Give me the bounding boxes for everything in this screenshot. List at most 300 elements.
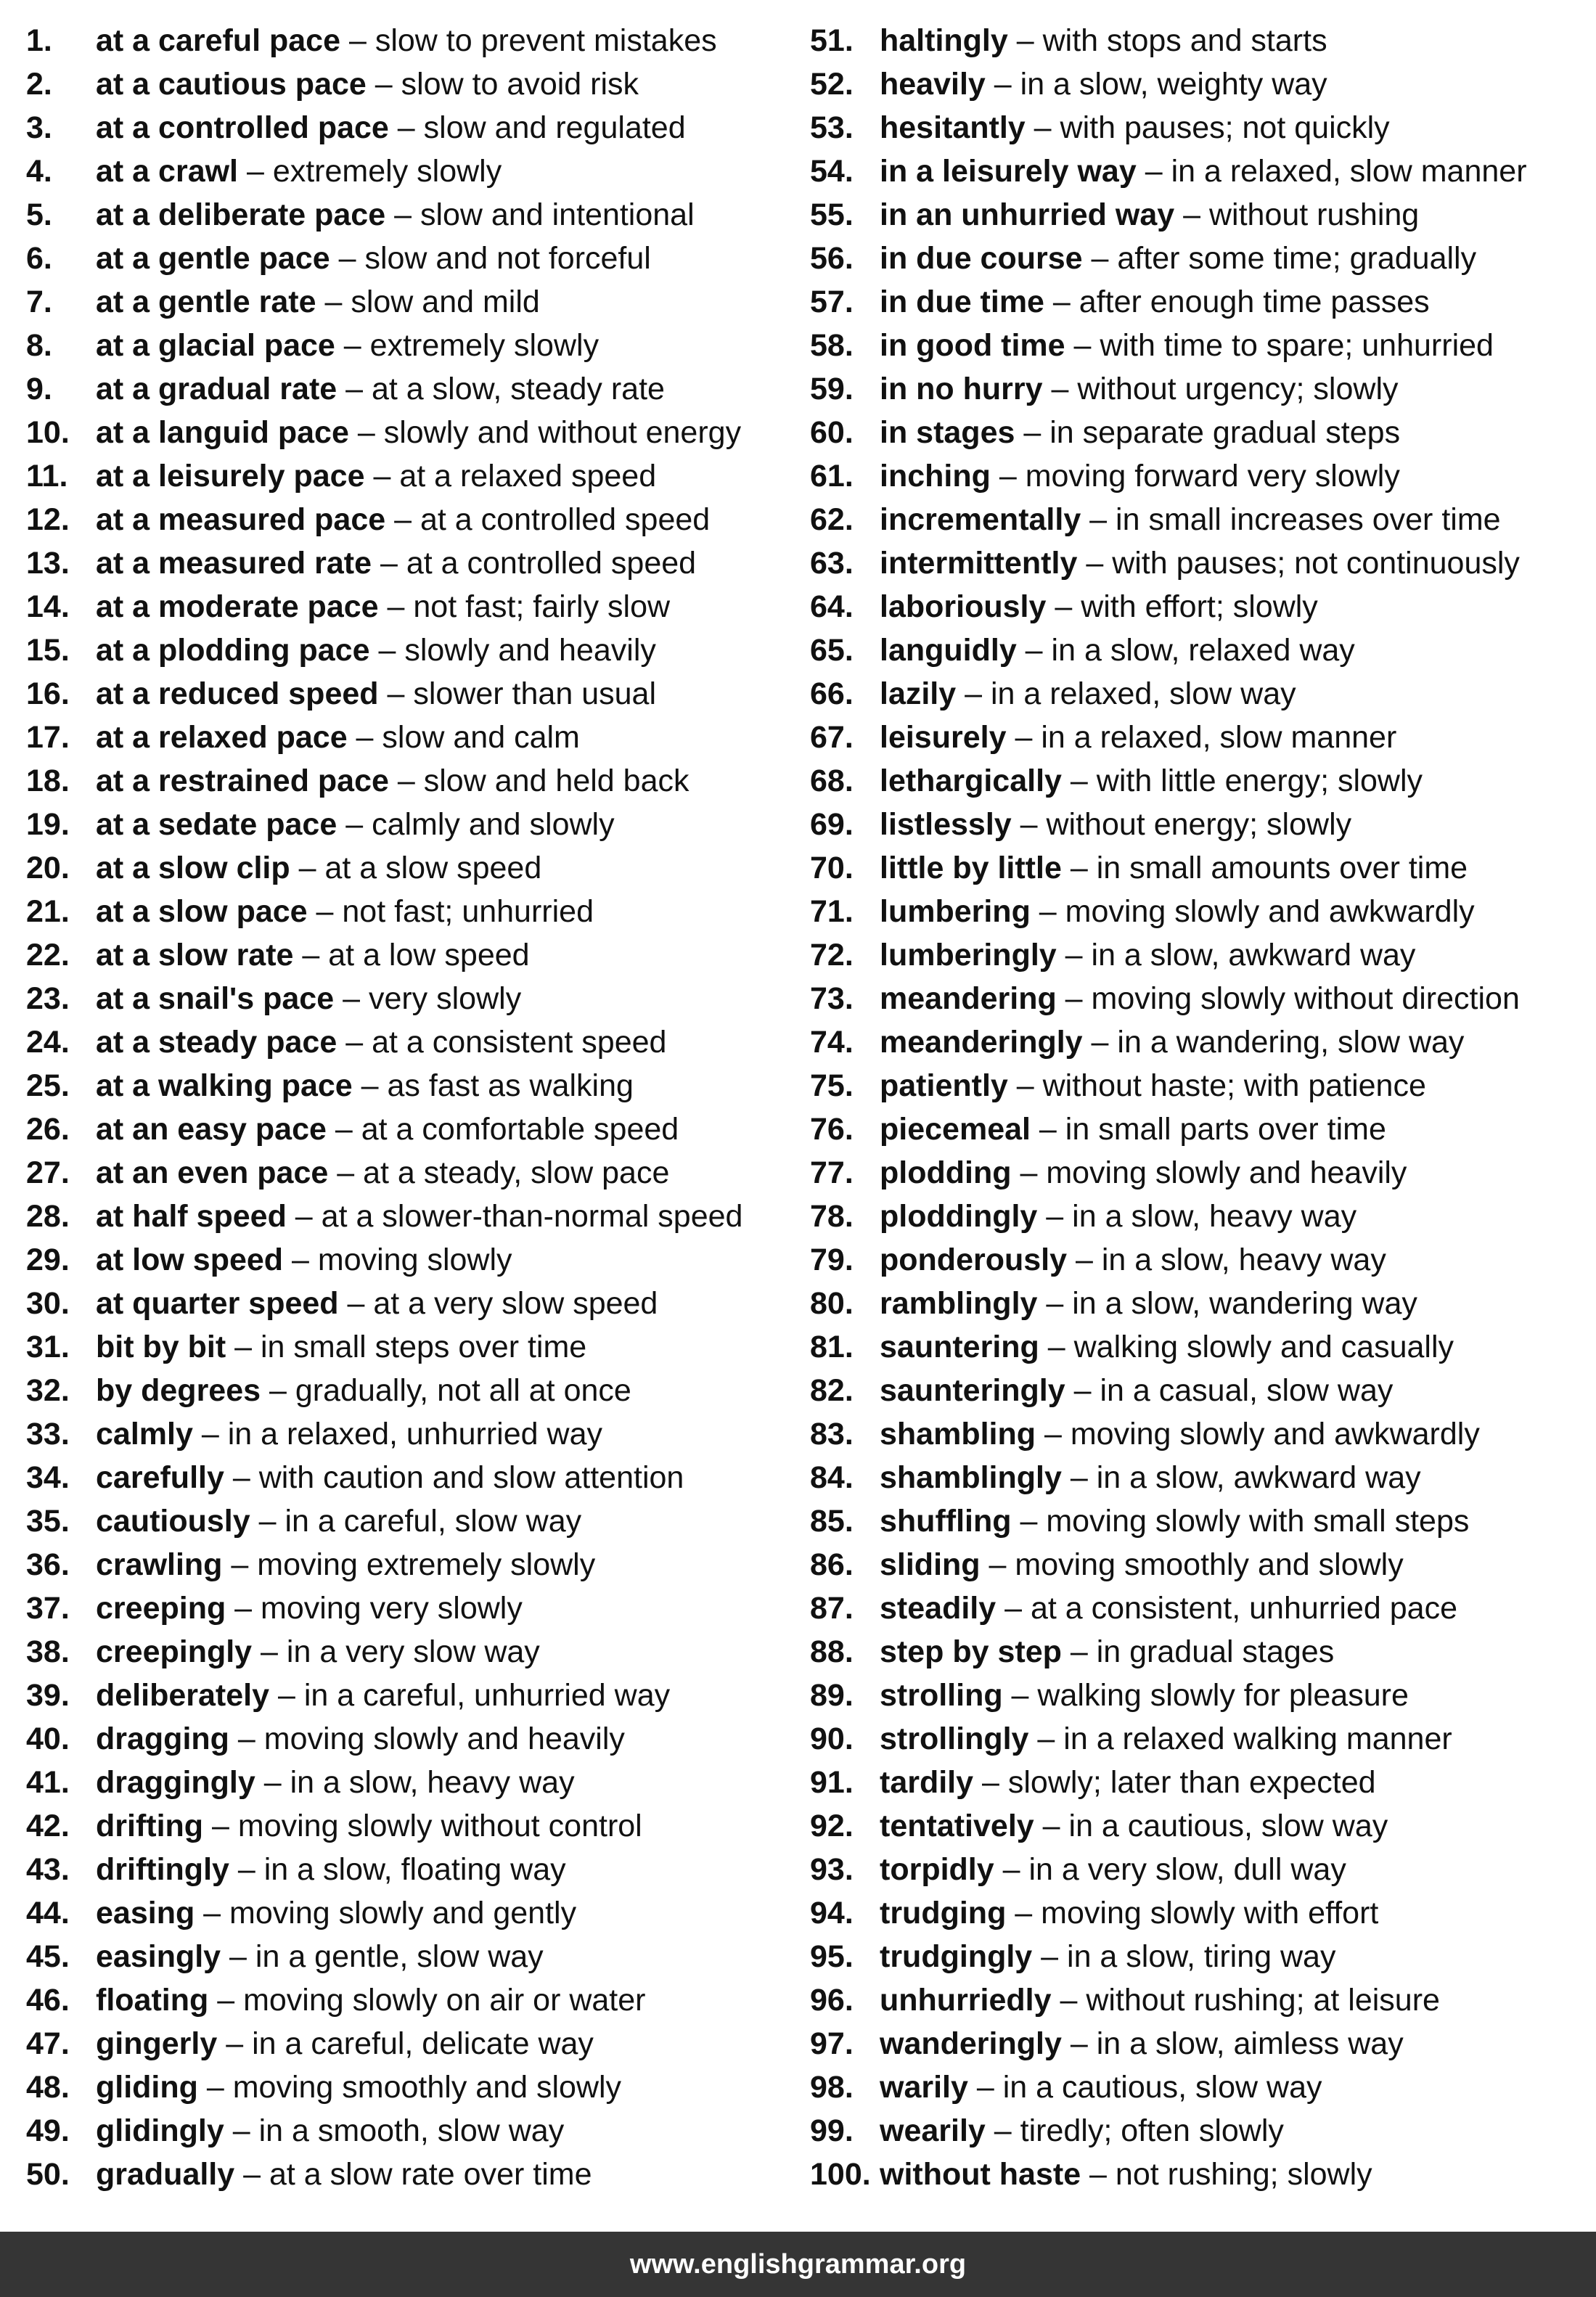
item-number: 62. [810, 502, 854, 537]
item-term: at a walking pace [96, 1068, 353, 1103]
item-separator: – [1030, 894, 1065, 929]
item-separator: – [1032, 1939, 1068, 1974]
item-number: 19. [26, 807, 70, 842]
item-term: unhurriedly [880, 1983, 1052, 2018]
list-item [810, 1151, 1527, 1195]
item-term: at quarter speed [96, 1286, 339, 1321]
item-definition: at a relaxed speed [399, 459, 657, 494]
item-separator: – [994, 1852, 1029, 1887]
item-definition: in a casual, slow way [1100, 1373, 1394, 1408]
item-term: at low speed [96, 1242, 284, 1277]
list-item [810, 846, 1527, 890]
item-separator: – [1011, 1155, 1047, 1190]
item-separator: – [1034, 1809, 1069, 1843]
item-separator: – [372, 546, 406, 581]
list-item [26, 498, 742, 541]
item-term: steadily [880, 1591, 997, 1626]
item-number: 41. [26, 1765, 70, 1800]
list-item [26, 193, 742, 237]
item-definition: at a comfortable speed [361, 1112, 679, 1147]
item-number: 42. [26, 1809, 70, 1843]
item-separator: – [290, 851, 325, 885]
item-number: 49. [26, 2113, 70, 2148]
item-separator: – [1067, 1242, 1102, 1277]
item-number: 50. [26, 2157, 70, 2192]
item-term: cautiously [96, 1504, 250, 1539]
item-definition: in gradual stages [1096, 1634, 1335, 1669]
list-item [26, 672, 742, 716]
item-number: 36. [26, 1547, 70, 1582]
list-item [810, 1020, 1527, 1064]
item-number: 28. [26, 1199, 70, 1234]
item-separator: – [1006, 1896, 1042, 1930]
item-definition: moving slowly and awkwardly [1065, 894, 1475, 929]
item-separator: – [378, 676, 414, 711]
item-term: at a glacial pace [96, 328, 335, 363]
item-separator: – [1082, 1025, 1118, 1060]
list-item [26, 2022, 742, 2065]
item-separator: – [985, 2113, 1020, 2148]
item-separator: – [1036, 1417, 1071, 1452]
item-definition: moving slowly and gently [229, 1896, 577, 1930]
item-number: 100. [810, 2157, 871, 2192]
item-separator: – [1046, 589, 1081, 624]
item-number: 39. [26, 1678, 70, 1713]
item-separator: – [348, 415, 384, 450]
item-number: 88. [810, 1634, 854, 1669]
item-term: meanderingly [880, 1025, 1083, 1060]
item-number: 22. [26, 938, 70, 973]
list-item [26, 977, 742, 1020]
item-number: 7. [26, 284, 52, 319]
item-definition: without rushing [1208, 197, 1420, 232]
item-definition: without energy; slowly [1046, 807, 1352, 842]
item-number: 27. [26, 1155, 70, 1190]
item-definition: moving slowly with small steps [1046, 1504, 1470, 1539]
item-number: 94. [810, 1896, 854, 1930]
item-separator: – [286, 1199, 322, 1234]
item-separator: – [250, 1504, 285, 1539]
list-item [810, 1325, 1527, 1369]
item-term: in due course [880, 241, 1083, 276]
item-separator: – [1007, 1068, 1043, 1103]
item-term: tentatively [880, 1809, 1034, 1843]
item-separator: – [197, 2070, 233, 2105]
item-number: 57. [810, 284, 854, 319]
item-number: 70. [810, 851, 854, 885]
item-separator: – [385, 502, 420, 537]
list-item [810, 193, 1527, 237]
item-term: at a steady pace [96, 1025, 337, 1060]
item-separator: – [328, 1155, 364, 1190]
item-definition: very slowly [368, 981, 522, 1016]
item-number: 20. [26, 851, 70, 885]
item-definition: after some time; gradually [1117, 241, 1477, 276]
item-separator: – [195, 1896, 230, 1930]
item-term: driftingly [96, 1852, 229, 1887]
item-definition: not fast; unhurried [342, 894, 594, 929]
item-separator: – [1174, 197, 1209, 232]
item-number: 98. [810, 2070, 854, 2105]
item-separator: – [1016, 633, 1052, 668]
list-item [26, 411, 742, 454]
item-separator: – [316, 284, 351, 319]
footer-website-url: www.englishgrammar.org [629, 2248, 967, 2280]
list-item [810, 977, 1527, 1020]
item-number: 2. [26, 67, 52, 102]
item-separator: – [388, 763, 424, 798]
list-item [810, 672, 1527, 716]
list-item [26, 803, 742, 846]
item-separator: – [1082, 241, 1118, 276]
item-number: 78. [810, 1199, 854, 1234]
item-separator: – [293, 938, 329, 973]
list-item [26, 2065, 742, 2109]
item-term: without haste [880, 2157, 1081, 2192]
list-item [26, 2153, 742, 2196]
list-item [26, 1064, 742, 1107]
item-term: at a languid pace [96, 415, 349, 450]
list-item [810, 1717, 1527, 1761]
item-term: at a cautious pace [96, 67, 367, 102]
item-number: 69. [810, 807, 854, 842]
item-separator: – [337, 1025, 372, 1060]
item-separator: – [1007, 23, 1043, 58]
item-number: 96. [810, 1983, 854, 2018]
item-term: trudging [880, 1896, 1007, 1930]
item-term: in no hurry [880, 372, 1043, 406]
item-term: draggingly [96, 1765, 255, 1800]
item-term: at a crawl [96, 154, 238, 189]
item-definition: in a slow, weighty way [1020, 67, 1327, 102]
item-number: 91. [810, 1765, 854, 1800]
item-definition: moving slowly without direction [1091, 981, 1520, 1016]
item-separator: – [1030, 1112, 1065, 1147]
item-definition: in a relaxed walking manner [1063, 1721, 1452, 1756]
item-number: 66. [810, 676, 854, 711]
item-separator: – [1011, 807, 1047, 842]
item-number: 76. [810, 1112, 854, 1147]
item-term: in good time [880, 328, 1065, 363]
item-definition: with little energy; slowly [1096, 763, 1423, 798]
item-term: easingly [96, 1939, 221, 1974]
list-item [26, 846, 742, 890]
item-number: 52. [810, 67, 854, 102]
item-definition: at a consistent speed [372, 1025, 667, 1060]
item-term: sauntering [880, 1330, 1039, 1364]
item-term: at a moderate pace [96, 589, 379, 624]
item-definition: slowly and without energy [383, 415, 742, 450]
item-term: crawling [96, 1547, 223, 1582]
word-list-left-column [26, 19, 742, 2196]
item-number: 6. [26, 241, 52, 276]
item-separator: – [980, 1547, 1015, 1582]
list-item [26, 716, 742, 759]
item-separator: – [1136, 154, 1171, 189]
item-number: 5. [26, 197, 52, 232]
item-number: 75. [810, 1068, 854, 1103]
item-separator: – [221, 1939, 255, 1974]
item-separator: – [1061, 1634, 1097, 1669]
item-separator: – [330, 241, 365, 276]
item-term: heavily [880, 67, 986, 102]
item-definition: in a slow, awkward way [1091, 938, 1416, 973]
list-item [810, 585, 1527, 628]
item-definition: in a slow, tiring way [1067, 1939, 1336, 1974]
item-number: 86. [810, 1547, 854, 1582]
item-number: 80. [810, 1286, 854, 1321]
item-number: 51. [810, 23, 854, 58]
item-number: 87. [810, 1591, 854, 1626]
list-item [810, 1064, 1527, 1107]
item-number: 13. [26, 546, 70, 581]
list-item [810, 2109, 1527, 2153]
item-term: at a gradual rate [96, 372, 337, 406]
list-item [810, 150, 1527, 193]
item-definition: slow to prevent mistakes [375, 23, 717, 58]
list-item [26, 454, 742, 498]
item-term: creepingly [96, 1634, 253, 1669]
item-separator: – [378, 589, 414, 624]
item-definition: moving slowly on air or water [243, 1983, 646, 2018]
item-definition: in a gentle, slow way [255, 1939, 544, 1974]
item-term: by degrees [96, 1373, 261, 1408]
item-number: 25. [26, 1068, 70, 1103]
item-definition: gradually, not all at once [295, 1373, 631, 1408]
item-definition: in a slow, awkward way [1096, 1460, 1421, 1495]
item-number: 38. [26, 1634, 70, 1669]
list-item [810, 324, 1527, 367]
item-separator: – [337, 372, 372, 406]
list-item [26, 1978, 742, 2022]
item-number: 97. [810, 2026, 854, 2061]
list-item [810, 890, 1527, 933]
item-term: at a slow rate [96, 938, 294, 973]
item-number: 14. [26, 589, 70, 624]
item-definition: moving forward very slowly [1025, 459, 1400, 494]
item-definition: walking slowly for pleasure [1037, 1678, 1409, 1713]
item-term: hesitantly [880, 110, 1026, 145]
item-term: calmly [96, 1417, 193, 1452]
item-separator: – [366, 67, 401, 102]
item-number: 3. [26, 110, 52, 145]
list-item [810, 1282, 1527, 1325]
item-number: 29. [26, 1242, 70, 1277]
item-definition: moving slowly with effort [1041, 1896, 1379, 1930]
item-separator: – [1081, 502, 1116, 537]
list-item [810, 759, 1527, 803]
item-definition: with time to spare; unhurried [1100, 328, 1494, 363]
list-item [810, 803, 1527, 846]
item-definition: with pauses; not continuously [1112, 546, 1520, 581]
list-item [810, 106, 1527, 150]
item-number: 44. [26, 1896, 70, 1930]
item-separator: – [340, 23, 375, 58]
item-term: lethargically [880, 763, 1062, 798]
item-term: at a plodding pace [96, 633, 370, 668]
item-term: shamblingly [880, 1460, 1062, 1495]
item-number: 15. [26, 633, 70, 668]
list-item [26, 1195, 742, 1238]
item-number: 61. [810, 459, 854, 494]
item-term: in a leisurely way [880, 154, 1137, 189]
item-term: in an unhurried way [880, 197, 1175, 232]
item-number: 10. [26, 415, 70, 450]
item-definition: in a slow, heavy way [1101, 1242, 1386, 1277]
item-definition: moving extremely slowly [257, 1547, 596, 1582]
list-item [810, 1456, 1527, 1499]
item-term: gliding [96, 2070, 198, 2105]
item-term: deliberately [96, 1678, 269, 1713]
item-term: lumbering [880, 894, 1031, 929]
item-term: glidingly [96, 2113, 224, 2148]
list-item [26, 150, 742, 193]
item-term: shuffling [880, 1504, 1012, 1539]
item-term: wanderingly [880, 2026, 1062, 2061]
item-separator: – [1065, 1373, 1100, 1408]
item-number: 73. [810, 981, 854, 1016]
item-definition: with pauses; not quickly [1060, 110, 1390, 145]
item-term: lumberingly [880, 938, 1057, 973]
list-item [26, 1804, 742, 1848]
item-term: torpidly [880, 1852, 994, 1887]
list-item [26, 1151, 742, 1195]
item-definition: with effort; slowly [1081, 589, 1318, 624]
item-definition: slow and regulated [423, 110, 686, 145]
item-definition: in a slow, aimless way [1096, 2026, 1404, 2061]
item-definition: not rushing; slowly [1115, 2157, 1372, 2192]
item-definition: in a very slow way [286, 1634, 540, 1669]
list-item [26, 237, 742, 280]
item-definition: moving slowly and heavily [263, 1721, 625, 1756]
item-term: in stages [880, 415, 1015, 450]
item-separator: – [283, 1242, 318, 1277]
list-item [810, 62, 1527, 106]
item-definition: in a slow, relaxed way [1051, 633, 1355, 668]
item-term: inching [880, 459, 991, 494]
item-number: 55. [810, 197, 854, 232]
item-separator: – [224, 2113, 259, 2148]
item-number: 8. [26, 328, 52, 363]
item-term: piecemeal [880, 1112, 1031, 1147]
item-number: 35. [26, 1504, 70, 1539]
item-number: 67. [810, 720, 854, 755]
item-separator: – [1077, 546, 1113, 581]
item-number: 60. [810, 415, 854, 450]
item-definition: in a cautious, slow way [1002, 2070, 1322, 2105]
item-definition: at a low speed [328, 938, 530, 973]
item-separator: – [967, 2070, 1003, 2105]
item-definition: without urgency; slowly [1077, 372, 1399, 406]
item-term: at a gentle pace [96, 241, 330, 276]
item-number: 23. [26, 981, 70, 1016]
item-definition: at a consistent, unhurried pace [1030, 1591, 1457, 1626]
item-number: 83. [810, 1417, 854, 1452]
item-number: 77. [810, 1155, 854, 1190]
item-definition: in a slow, heavy way [290, 1765, 575, 1800]
item-number: 11. [26, 459, 68, 494]
list-item [810, 1499, 1527, 1543]
item-term: strolling [880, 1678, 1003, 1713]
list-item [26, 1499, 742, 1543]
item-definition: slowly; later than expected [1007, 1765, 1376, 1800]
item-definition: after enough time passes [1079, 284, 1430, 319]
item-definition: with caution and slow attention [258, 1460, 684, 1495]
item-definition: in a relaxed, slow way [990, 676, 1296, 711]
item-definition: at a controlled speed [420, 502, 711, 537]
item-term: at a measured pace [96, 502, 386, 537]
item-separator: – [192, 1417, 228, 1452]
item-number: 40. [26, 1721, 70, 1756]
item-separator: – [990, 459, 1026, 494]
list-item [26, 1586, 742, 1630]
item-separator: – [1011, 1504, 1047, 1539]
item-number: 56. [810, 241, 854, 276]
item-separator: – [369, 633, 405, 668]
item-number: 74. [810, 1025, 854, 1060]
item-number: 45. [26, 1939, 70, 1974]
item-definition: at a steady, slow pace [363, 1155, 670, 1190]
item-number: 47. [26, 2026, 70, 2061]
item-term: saunteringly [880, 1373, 1065, 1408]
item-term: ploddingly [880, 1199, 1038, 1234]
item-number: 24. [26, 1025, 70, 1060]
item-number: 21. [26, 894, 70, 929]
item-definition: moving slowly and awkwardly [1070, 1417, 1480, 1452]
item-definition: in separate gradual steps [1049, 415, 1401, 450]
list-item [26, 1020, 742, 1064]
item-definition: walking slowly and casually [1073, 1330, 1454, 1364]
list-item [26, 759, 742, 803]
item-term: at a deliberate pace [96, 197, 386, 232]
item-definition: at a slower-than-normal speed [321, 1199, 743, 1234]
list-item [810, 1586, 1527, 1630]
list-item [26, 2109, 742, 2153]
item-number: 92. [810, 1809, 854, 1843]
item-term: creeping [96, 1591, 226, 1626]
item-separator: – [347, 720, 382, 755]
item-term: at a controlled pace [96, 110, 389, 145]
item-term: intermittently [880, 546, 1078, 581]
item-term: at half speed [96, 1199, 287, 1234]
item-separator: – [337, 807, 372, 842]
item-number: 82. [810, 1373, 854, 1408]
item-term: wearily [880, 2113, 986, 2148]
item-definition: slowly and heavily [404, 633, 656, 668]
list-item [810, 411, 1527, 454]
item-term: little by little [880, 851, 1062, 885]
word-list-right-column [810, 19, 1527, 2196]
item-separator: – [352, 1068, 388, 1103]
item-number: 93. [810, 1852, 854, 1887]
item-number: 65. [810, 633, 854, 668]
item-definition: in small amounts over time [1096, 851, 1468, 885]
item-term: languidly [880, 633, 1017, 668]
item-term: at an even pace [96, 1155, 329, 1190]
item-term: at a measured rate [96, 546, 372, 581]
list-item [810, 1543, 1527, 1586]
item-separator: – [226, 1330, 261, 1364]
item-definition: at a controlled speed [406, 546, 697, 581]
item-number: 9. [26, 372, 52, 406]
item-term: meandering [880, 981, 1057, 1016]
footer-bar [0, 2232, 1596, 2297]
item-definition: in a slow, floating way [263, 1852, 566, 1887]
list-item [26, 541, 742, 585]
item-term: at a restrained pace [96, 763, 389, 798]
item-number: 81. [810, 1330, 854, 1364]
item-separator: – [1061, 851, 1097, 885]
